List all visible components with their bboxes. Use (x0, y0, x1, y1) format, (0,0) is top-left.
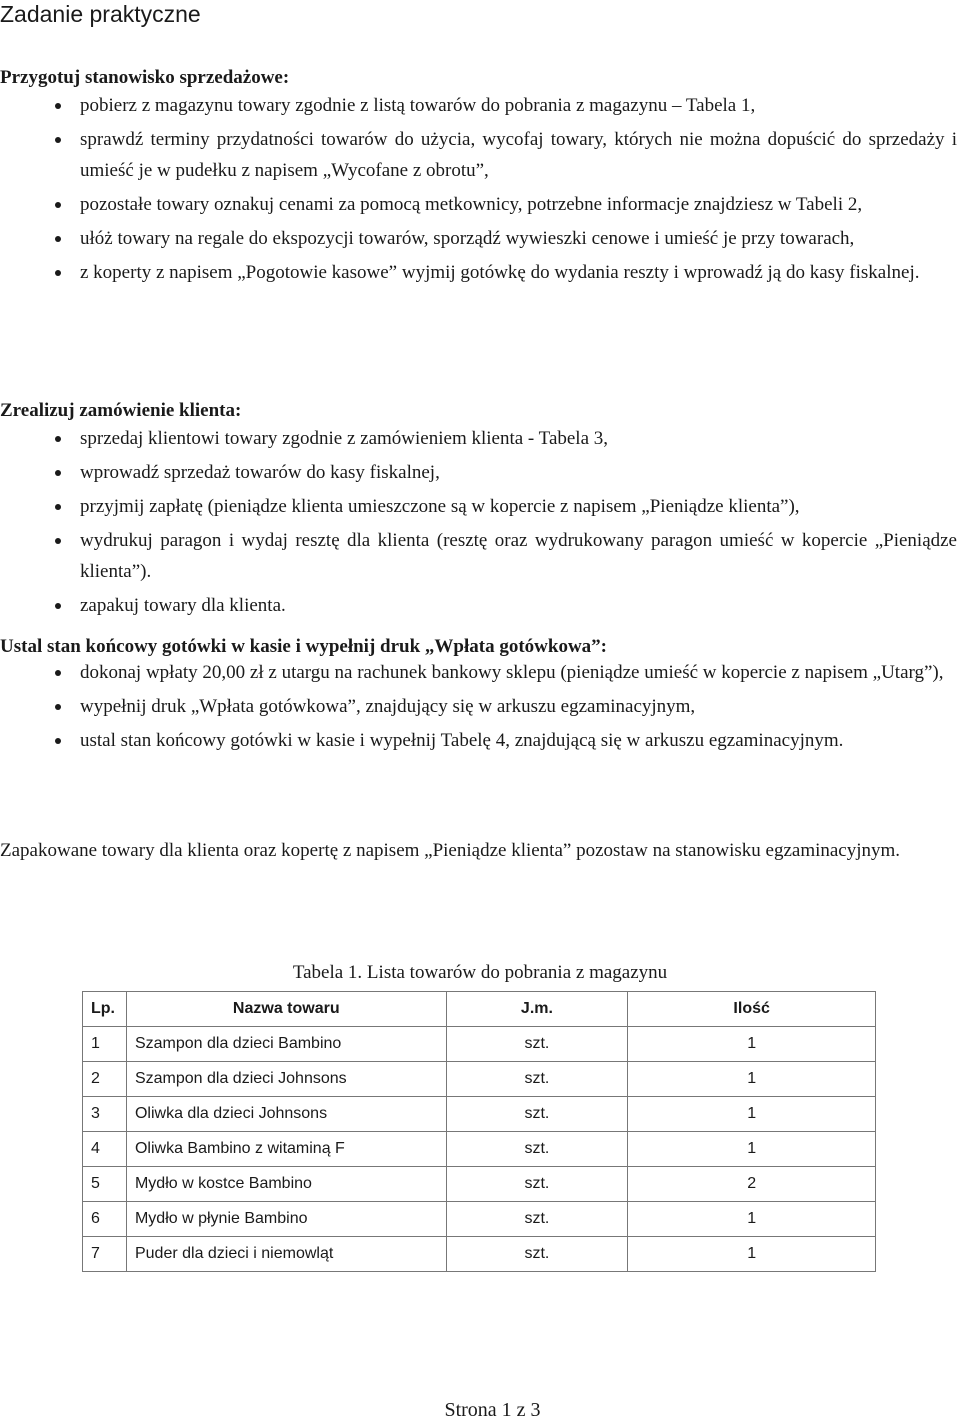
column-header-unit: J.m. (446, 992, 628, 1027)
table-row (83, 1167, 876, 1202)
section-heading-order: Zrealizuj zamówienie klienta: (0, 400, 242, 421)
list-item (0, 590, 960, 621)
column-header-name: Nazwa towaru (126, 992, 446, 1027)
list-item (0, 457, 960, 488)
cell-quantity: 1 (628, 1202, 876, 1237)
cell-name: Szampon dla dzieci Bambino (126, 1027, 446, 1062)
cell-unit: szt. (446, 1167, 628, 1202)
table-row (83, 1132, 876, 1167)
cell-lp: 1 (83, 1027, 127, 1062)
list-item (0, 725, 960, 756)
cell-quantity: 1 (628, 1027, 876, 1062)
column-header-quantity: Ilość (628, 992, 876, 1027)
cell-name: Puder dla dzieci i niemowląt (126, 1237, 446, 1272)
list-item (0, 691, 960, 722)
list-item (0, 189, 960, 220)
cell-name: Oliwka Bambino z witaminą F (126, 1132, 446, 1167)
list-item-text: z koperty z napisem „Pogotowie kasowe” wyjmij gotówkę do wydania reszty i wprowadź ją do kasy fiskalnej. (80, 262, 920, 283)
list-item-text: wypełnij druk „Wpłata gotówkowa”, znajdujący się w arkuszu egzaminacyjnym, (80, 696, 696, 717)
list-item-text: dokonaj wpłaty 20,00 zł z utargu na rachunek bankowy sklepu (pieniądze umieść w kopercie z napisem „Utarg”), (80, 662, 944, 683)
table-row (83, 1237, 876, 1272)
items-table (82, 991, 876, 1272)
list-item-text: wprowadź sprzedaż towarów do kasy fiskalnej, (80, 462, 440, 483)
column-header-lp: Lp. (83, 992, 127, 1027)
cell-quantity: 1 (628, 1062, 876, 1097)
table-caption: Tabela 1. Lista towarów do pobrania z magazynu (292, 962, 668, 983)
section-heading-prepare: Przygotuj stanowisko sprzedażowe: (0, 67, 290, 88)
order-task-list (0, 423, 960, 624)
cell-lp: 2 (83, 1062, 127, 1097)
cell-quantity: 1 (628, 1097, 876, 1132)
cell-unit: szt. (446, 1062, 628, 1097)
list-item (0, 525, 960, 587)
list-item-text: przyjmij zapłatę (pieniądze klienta umieszczone są w kopercie z napisem „Pieniądze klienta”), (80, 496, 800, 517)
table-row (83, 1202, 876, 1237)
list-item-text: ułóż towary na regale do ekspozycji towarów, sporządź wywieszki cenowe i umieść je przy towarach, (80, 228, 855, 249)
list-item (0, 257, 960, 288)
cell-name: Oliwka dla dzieci Johnsons (126, 1097, 446, 1132)
cell-quantity: 2 (628, 1167, 876, 1202)
list-item-text: sprawdź terminy przydatności towarów do użycia, wycofaj towary, których nie można dopuścić do sprzedaży i umieść je w pudełku z napisem „Wycofane z obrotu”, (80, 129, 957, 181)
cell-lp: 4 (83, 1132, 127, 1167)
cell-lp: 7 (83, 1237, 127, 1272)
bullet-icon (55, 202, 61, 208)
prepare-task-list (0, 90, 960, 291)
list-item-text: pozostałe towary oznakuj cenami za pomocą metkownicy, potrzebne informacje znajdziesz w Tabeli 2, (80, 194, 863, 215)
bullet-icon (55, 236, 61, 242)
cell-quantity: 1 (628, 1132, 876, 1167)
list-item-text: zapakuj towary dla klienta. (80, 595, 286, 616)
page-title: Zadanie praktyczne (0, 1, 201, 27)
bullet-icon (55, 670, 61, 676)
bullet-icon (55, 103, 61, 109)
bullet-icon (55, 137, 61, 143)
list-item (0, 423, 960, 454)
bullet-icon (55, 470, 61, 476)
cell-unit: szt. (446, 1237, 628, 1272)
list-item (0, 657, 960, 688)
bullet-icon (55, 504, 61, 510)
bullet-icon (55, 603, 61, 609)
cell-name: Mydło w kostce Bambino (126, 1167, 446, 1202)
cell-name: Mydło w płynie Bambino (126, 1202, 446, 1237)
list-item-text: wydrukuj paragon i wydaj resztę dla klienta (resztę oraz wydrukowany paragon umieść w kopercie „Pieniądze klienta”). (80, 530, 957, 582)
bullet-icon (55, 704, 61, 710)
list-item (0, 491, 960, 522)
bullet-icon (55, 538, 61, 544)
list-item (0, 124, 960, 186)
table-row (83, 1027, 876, 1062)
page-number: Strona 1 z 3 (444, 1399, 541, 1421)
table-row (83, 1097, 876, 1132)
list-item-text: sprzedaj klientowi towary zgodnie z zamówieniem klienta - Tabela 3, (80, 428, 609, 449)
cash-task-list (0, 657, 960, 759)
closing-instruction: Zapakowane towary dla klienta oraz kopertę z napisem „Pieniądze klienta” pozostaw na stanowisku egzaminacyjnym. (0, 840, 901, 861)
cell-name: Szampon dla dzieci Johnsons (126, 1062, 446, 1097)
cell-unit: szt. (446, 1132, 628, 1167)
bullet-icon (55, 270, 61, 276)
table-row (83, 1062, 876, 1097)
cell-lp: 5 (83, 1167, 127, 1202)
list-item-text: ustal stan końcowy gotówki w kasie i wypełnij Tabelę 4, znajdującą się w arkuszu egzaminacyjnym. (80, 730, 844, 751)
cell-unit: szt. (446, 1202, 628, 1237)
cell-unit: szt. (446, 1027, 628, 1062)
cell-unit: szt. (446, 1097, 628, 1132)
bullet-icon (55, 738, 61, 744)
list-item-text: pobierz z magazynu towary zgodnie z listą towarów do pobrania z magazynu – Tabela 1, (80, 95, 756, 116)
table-header-row (83, 992, 876, 1027)
cell-lp: 3 (83, 1097, 127, 1132)
cell-quantity: 1 (628, 1237, 876, 1272)
list-item (0, 90, 960, 121)
list-item (0, 223, 960, 254)
section-heading-cash: Ustal stan końcowy gotówki w kasie i wypełnij druk „Wpłata gotówkowa”: (0, 636, 608, 657)
bullet-icon (55, 436, 61, 442)
cell-lp: 6 (83, 1202, 127, 1237)
